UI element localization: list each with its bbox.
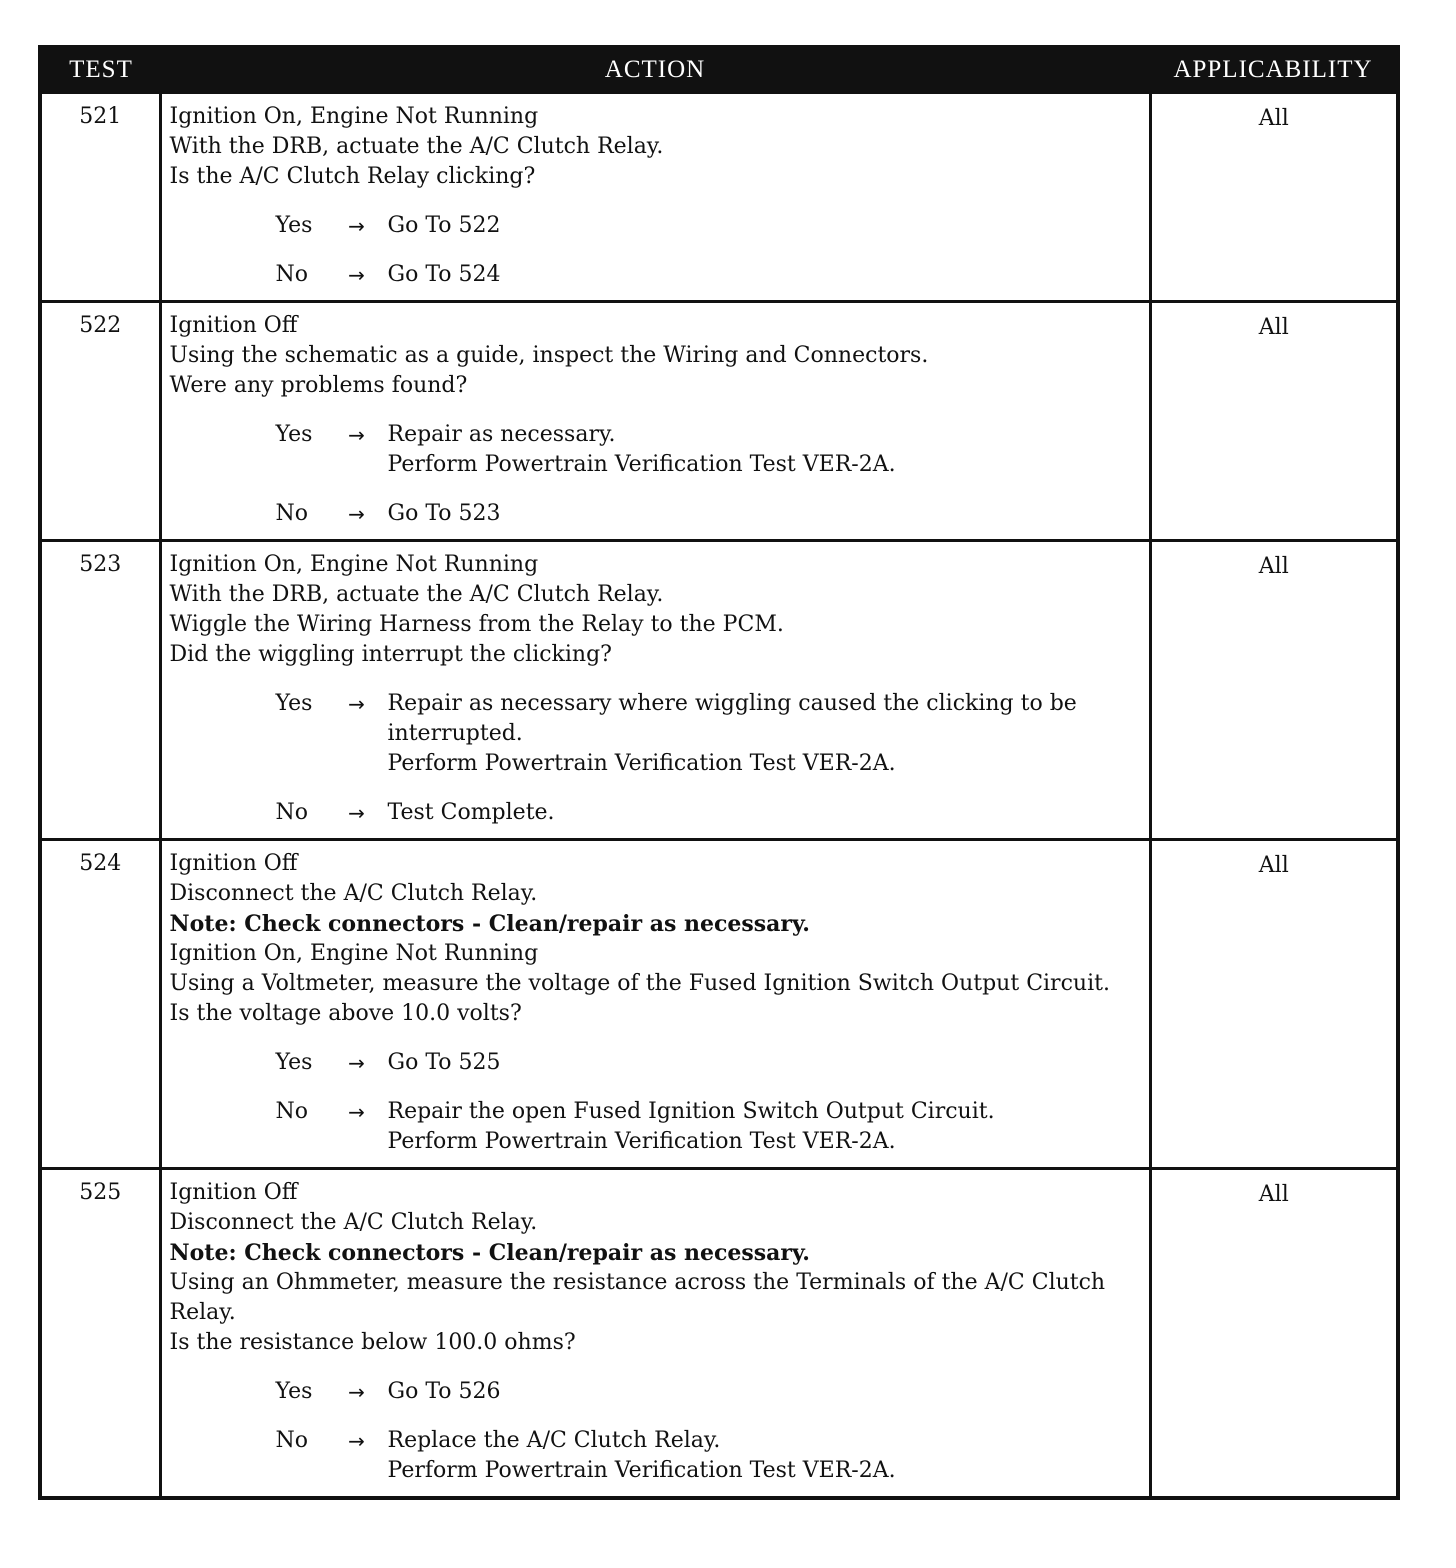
result-line: Go To 525 — [387, 1050, 501, 1075]
action-steps — [170, 102, 1141, 192]
action-step: Is the A/C Clutch Relay clicking? — [169, 164, 536, 189]
branch-answer: Yes — [275, 691, 313, 716]
action-cell — [160, 1169, 1150, 1499]
branch-result — [388, 420, 1141, 480]
action-step: Ignition On, Engine Not Running — [169, 104, 539, 129]
test-number: 521 — [40, 93, 160, 302]
branch-result — [388, 1426, 1141, 1486]
arrow-right-icon: → — [348, 1380, 365, 1404]
result-line: Go To 523 — [387, 501, 501, 526]
diagnostic-test-table — [38, 45, 1400, 1500]
result-line: Repair the open Fused Ignition Switch Output Circuit. — [387, 1099, 995, 1124]
result-line: interrupted. — [387, 721, 523, 746]
result-line: Go To 522 — [387, 213, 501, 238]
branch-result — [388, 689, 1141, 779]
arrow-right-icon: → — [348, 214, 365, 238]
action-cell — [160, 840, 1150, 1169]
branch-answer: No — [275, 1428, 308, 1453]
arrow-right-icon: → — [348, 1100, 365, 1124]
result-line: Replace the A/C Clutch Relay. — [387, 1428, 721, 1453]
action-step: Is the resistance below 100.0 ohms? — [169, 1330, 576, 1355]
result-line: Test Complete. — [387, 800, 555, 825]
action-step: Is the voltage above 10.0 volts? — [169, 1001, 522, 1026]
branch-result — [388, 1048, 1141, 1078]
table-row — [40, 302, 1398, 541]
decision-branches — [276, 689, 1141, 828]
arrow-right-icon: → — [348, 263, 365, 287]
test-number: 522 — [40, 302, 160, 541]
applicability-value: All — [1150, 1169, 1398, 1499]
branch-answer: No — [275, 262, 308, 287]
applicability-value: All — [1150, 302, 1398, 541]
table-row — [40, 1169, 1398, 1499]
action-step: Ignition Off — [169, 851, 298, 876]
action-step: With the DRB, actuate the A/C Clutch Relay. — [169, 134, 664, 159]
branch-answer: Yes — [275, 213, 313, 238]
branch-result — [388, 499, 1141, 529]
branch-result — [388, 1377, 1141, 1407]
branch-answer: Yes — [275, 422, 313, 447]
table-body — [40, 93, 1398, 1499]
branch-no — [276, 1426, 1141, 1486]
note-step: Note: Check connectors - Clean/repair as necessary. — [169, 1240, 810, 1266]
action-step: Disconnect the A/C Clutch Relay. — [169, 1210, 538, 1235]
branch-answer: Yes — [275, 1050, 313, 1075]
action-cell — [160, 93, 1150, 302]
table-header — [40, 47, 1398, 93]
table-row — [40, 93, 1398, 302]
branch-no — [276, 1097, 1141, 1157]
decision-branches — [276, 1048, 1141, 1157]
branch-answer: No — [275, 501, 308, 526]
branch-no — [276, 798, 1141, 828]
arrow-right-icon: → — [348, 502, 365, 526]
decision-branches — [276, 420, 1141, 529]
decision-branches — [276, 211, 1141, 290]
action-step: Wiggle the Wiring Harness from the Relay to the PCM. — [169, 612, 784, 637]
branch-yes — [276, 1048, 1141, 1078]
header-applicability: APPLICABILITY — [1150, 47, 1398, 93]
action-step: With the DRB, actuate the A/C Clutch Relay. — [169, 582, 664, 607]
action-step: Disconnect the A/C Clutch Relay. — [169, 881, 538, 906]
action-step: Using a Voltmeter, measure the voltage of the Fused Ignition Switch Output Circuit. — [169, 971, 1110, 996]
branch-yes — [276, 420, 1141, 480]
branch-result — [388, 798, 1141, 828]
branch-yes — [276, 1377, 1141, 1407]
arrow-right-icon: → — [348, 1429, 365, 1453]
branch-no — [276, 260, 1141, 290]
action-step: Using the schematic as a guide, inspect the Wiring and Connectors. — [169, 343, 929, 368]
result-line: Perform Powertrain Verification Test VER-2A. — [387, 1458, 896, 1483]
action-steps — [170, 311, 1141, 401]
arrow-right-icon: → — [348, 1051, 365, 1075]
test-number: 524 — [40, 840, 160, 1169]
branch-answer: Yes — [275, 1379, 313, 1404]
arrow-right-icon: → — [348, 692, 365, 716]
action-step: Ignition Off — [169, 313, 298, 338]
arrow-right-icon: → — [348, 801, 365, 825]
result-line: Perform Powertrain Verification Test VER-2A. — [387, 452, 896, 477]
action-steps — [170, 1178, 1141, 1358]
result-line: Repair as necessary. — [387, 422, 616, 447]
result-line: Go To 526 — [387, 1379, 501, 1404]
branch-no — [276, 499, 1141, 529]
result-line: Repair as necessary where wiggling caused the clicking to be — [387, 691, 1077, 716]
branch-yes — [276, 689, 1141, 779]
action-step: Did the wiggling interrupt the clicking? — [169, 642, 612, 667]
branch-yes — [276, 211, 1141, 241]
applicability-value: All — [1150, 541, 1398, 840]
result-line: Go To 524 — [387, 262, 501, 287]
table-row — [40, 541, 1398, 840]
header-action: ACTION — [160, 47, 1150, 93]
branch-result — [388, 1097, 1141, 1157]
table-row — [40, 840, 1398, 1169]
action-step: Using an Ohmmeter, measure the resistance across the Terminals of the A/C Clutch Relay. — [169, 1270, 1106, 1325]
action-cell — [160, 541, 1150, 840]
branch-result — [388, 211, 1141, 241]
action-cell — [160, 302, 1150, 541]
decision-branches — [276, 1377, 1141, 1486]
result-line: Perform Powertrain Verification Test VER-2A. — [387, 1129, 896, 1154]
arrow-right-icon: → — [348, 423, 365, 447]
branch-answer: No — [275, 800, 308, 825]
action-step: Ignition Off — [169, 1180, 298, 1205]
branch-answer: No — [275, 1099, 308, 1124]
action-steps — [170, 550, 1141, 670]
branch-result — [388, 260, 1141, 290]
header-row — [40, 47, 1398, 93]
action-step: Ignition On, Engine Not Running — [169, 552, 539, 577]
applicability-value: All — [1150, 93, 1398, 302]
result-line: Perform Powertrain Verification Test VER-2A. — [387, 751, 896, 776]
note-step: Note: Check connectors - Clean/repair as necessary. — [169, 911, 810, 937]
action-steps — [170, 849, 1141, 1029]
applicability-value: All — [1150, 840, 1398, 1169]
action-step: Ignition On, Engine Not Running — [169, 941, 539, 966]
test-number: 523 — [40, 541, 160, 840]
action-step: Were any problems found? — [169, 373, 468, 398]
header-test: TEST — [40, 47, 160, 93]
test-number: 525 — [40, 1169, 160, 1499]
